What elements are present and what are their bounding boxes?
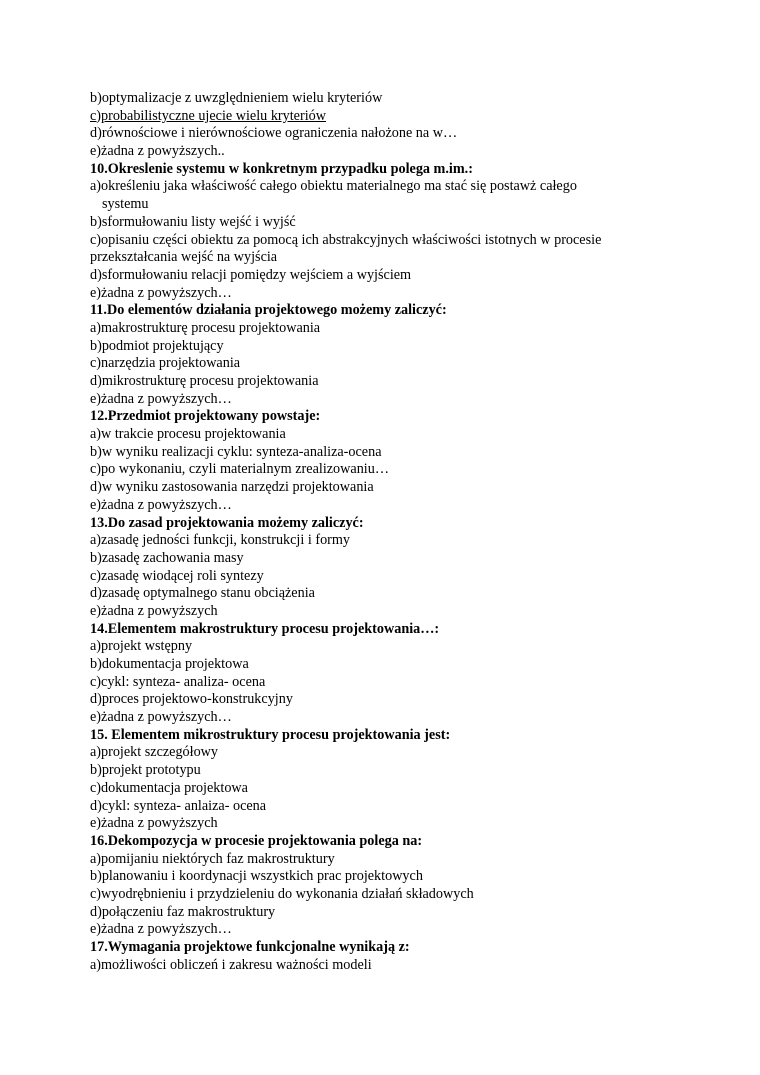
answer-line: a)określeniu jaka właściwość całego obiektu materialnego ma stać się postawż całego	[90, 178, 577, 195]
answer-line: d)sformułowaniu relacji pomiędzy wejściem a wyjściem	[90, 266, 412, 283]
answer-line: c)dokumentacja projektowa	[90, 779, 248, 796]
answer-line: a)projekt wstępny	[90, 638, 193, 655]
answer-line: b)w wyniku realizacji cyklu: synteza-analiza-ocena	[90, 443, 382, 460]
answer-line: d)w wyniku zastosowania narzędzi projektowania	[90, 479, 374, 496]
answer-line: e)żadna z powyższych	[90, 815, 218, 832]
answer-line: b)projekt prototypu	[90, 762, 201, 779]
document-page	[90, 90, 690, 974]
answer-line: e)żadna z powyższych…	[90, 390, 232, 407]
answer-line: c)wyodrębnieniu i przydzieleniu do wykonania działań składowych	[90, 885, 474, 902]
question-heading: 17.Wymagania projektowe funkcjonalne wynikają z:	[90, 939, 410, 955]
answer-line: e)żadna z powyższych..	[90, 143, 225, 160]
answer-line: b)optymalizacje z uwzględnieniem wielu kryteriów	[90, 90, 383, 106]
answer-line: a)makrostrukturę procesu projektowania	[90, 319, 321, 336]
answer-line: a)pomijaniu niektórych faz makrostruktury	[90, 850, 335, 867]
answer-line: d)mikrostrukturę procesu projektowania	[90, 373, 319, 389]
question-heading: 13.Do zasad projektowania możemy zaliczyć:	[90, 514, 364, 531]
answer-line: d)proces projektowo-konstrukcyjny	[90, 691, 293, 708]
answer-line: c)narzędzia projektowania	[90, 355, 241, 372]
answer-line-continuation: systemu	[102, 196, 149, 213]
answer-line-continuation: przekształcania wejść na wyjścia	[90, 249, 278, 266]
answer-line: c)zasadę wiodącej roli syntezy	[90, 567, 264, 584]
answer-line: e)żadna z powyższych…	[90, 709, 232, 726]
answer-line: a)możliwości obliczeń i zakresu ważności modeli	[90, 956, 372, 973]
answer-line: b)podmiot projektujący	[90, 337, 224, 354]
question-heading: 10.Okreslenie systemu w konkretnym przypadku polega m.im.:	[90, 160, 473, 177]
answer-line: e)żadna z powyższych…	[90, 284, 232, 301]
answer-line: e)żadna z powyższych	[90, 602, 218, 619]
answer-line: d)zasadę optymalnego stanu obciążenia	[90, 585, 315, 602]
answer-line: d)połączeniu faz makrostruktury	[90, 903, 276, 920]
answer-line: a)w trakcie procesu projektowania	[90, 426, 286, 443]
answer-line: c)cykl: synteza- analiza- ocena	[90, 673, 266, 690]
answer-line: c)opisaniu części obiektu za pomocą ich abstrakcyjnych właściwości istotnych w procesie	[90, 231, 602, 248]
question-heading: 16.Dekompozycja w procesie projektowania polega na:	[90, 832, 423, 849]
answer-line: e)żadna z powyższych…	[90, 496, 232, 513]
answer-line-underlined: c)probabilistyczne ujecie wielu kryteriów	[90, 107, 326, 124]
answer-line: b)sformułowaniu listy wejść i wyjść	[90, 213, 296, 230]
answer-line: a)zasadę jedności funkcji, konstrukcji i formy	[90, 532, 351, 549]
answer-line: d)cykl: synteza- anlaiza- ocena	[90, 797, 267, 814]
answer-line: b)zasadę zachowania masy	[90, 549, 244, 566]
question-heading: 11.Do elementów działania projektowego możemy zaliczyć:	[90, 302, 447, 319]
answer-line: d)równościowe i nierównościowe ograniczenia nałożone na w…	[90, 125, 458, 142]
answer-line: a)projekt szczegółowy	[90, 744, 219, 761]
question-heading: 14.Elementem makrostruktury procesu projektowania…:	[90, 620, 440, 637]
question-heading: 15. Elementem mikrostruktury procesu projektowania jest:	[90, 726, 451, 743]
answer-line: e)żadna z powyższych…	[90, 921, 232, 938]
answer-line: b)dokumentacja projektowa	[90, 656, 249, 672]
question-heading: 12.Przedmiot projektowany powstaje:	[90, 408, 321, 425]
answer-line: c)po wykonaniu, czyli materialnym zrealizowaniu…	[90, 461, 390, 478]
answer-line: b)planowaniu i koordynacji wszystkich prac projektowych	[90, 868, 423, 885]
